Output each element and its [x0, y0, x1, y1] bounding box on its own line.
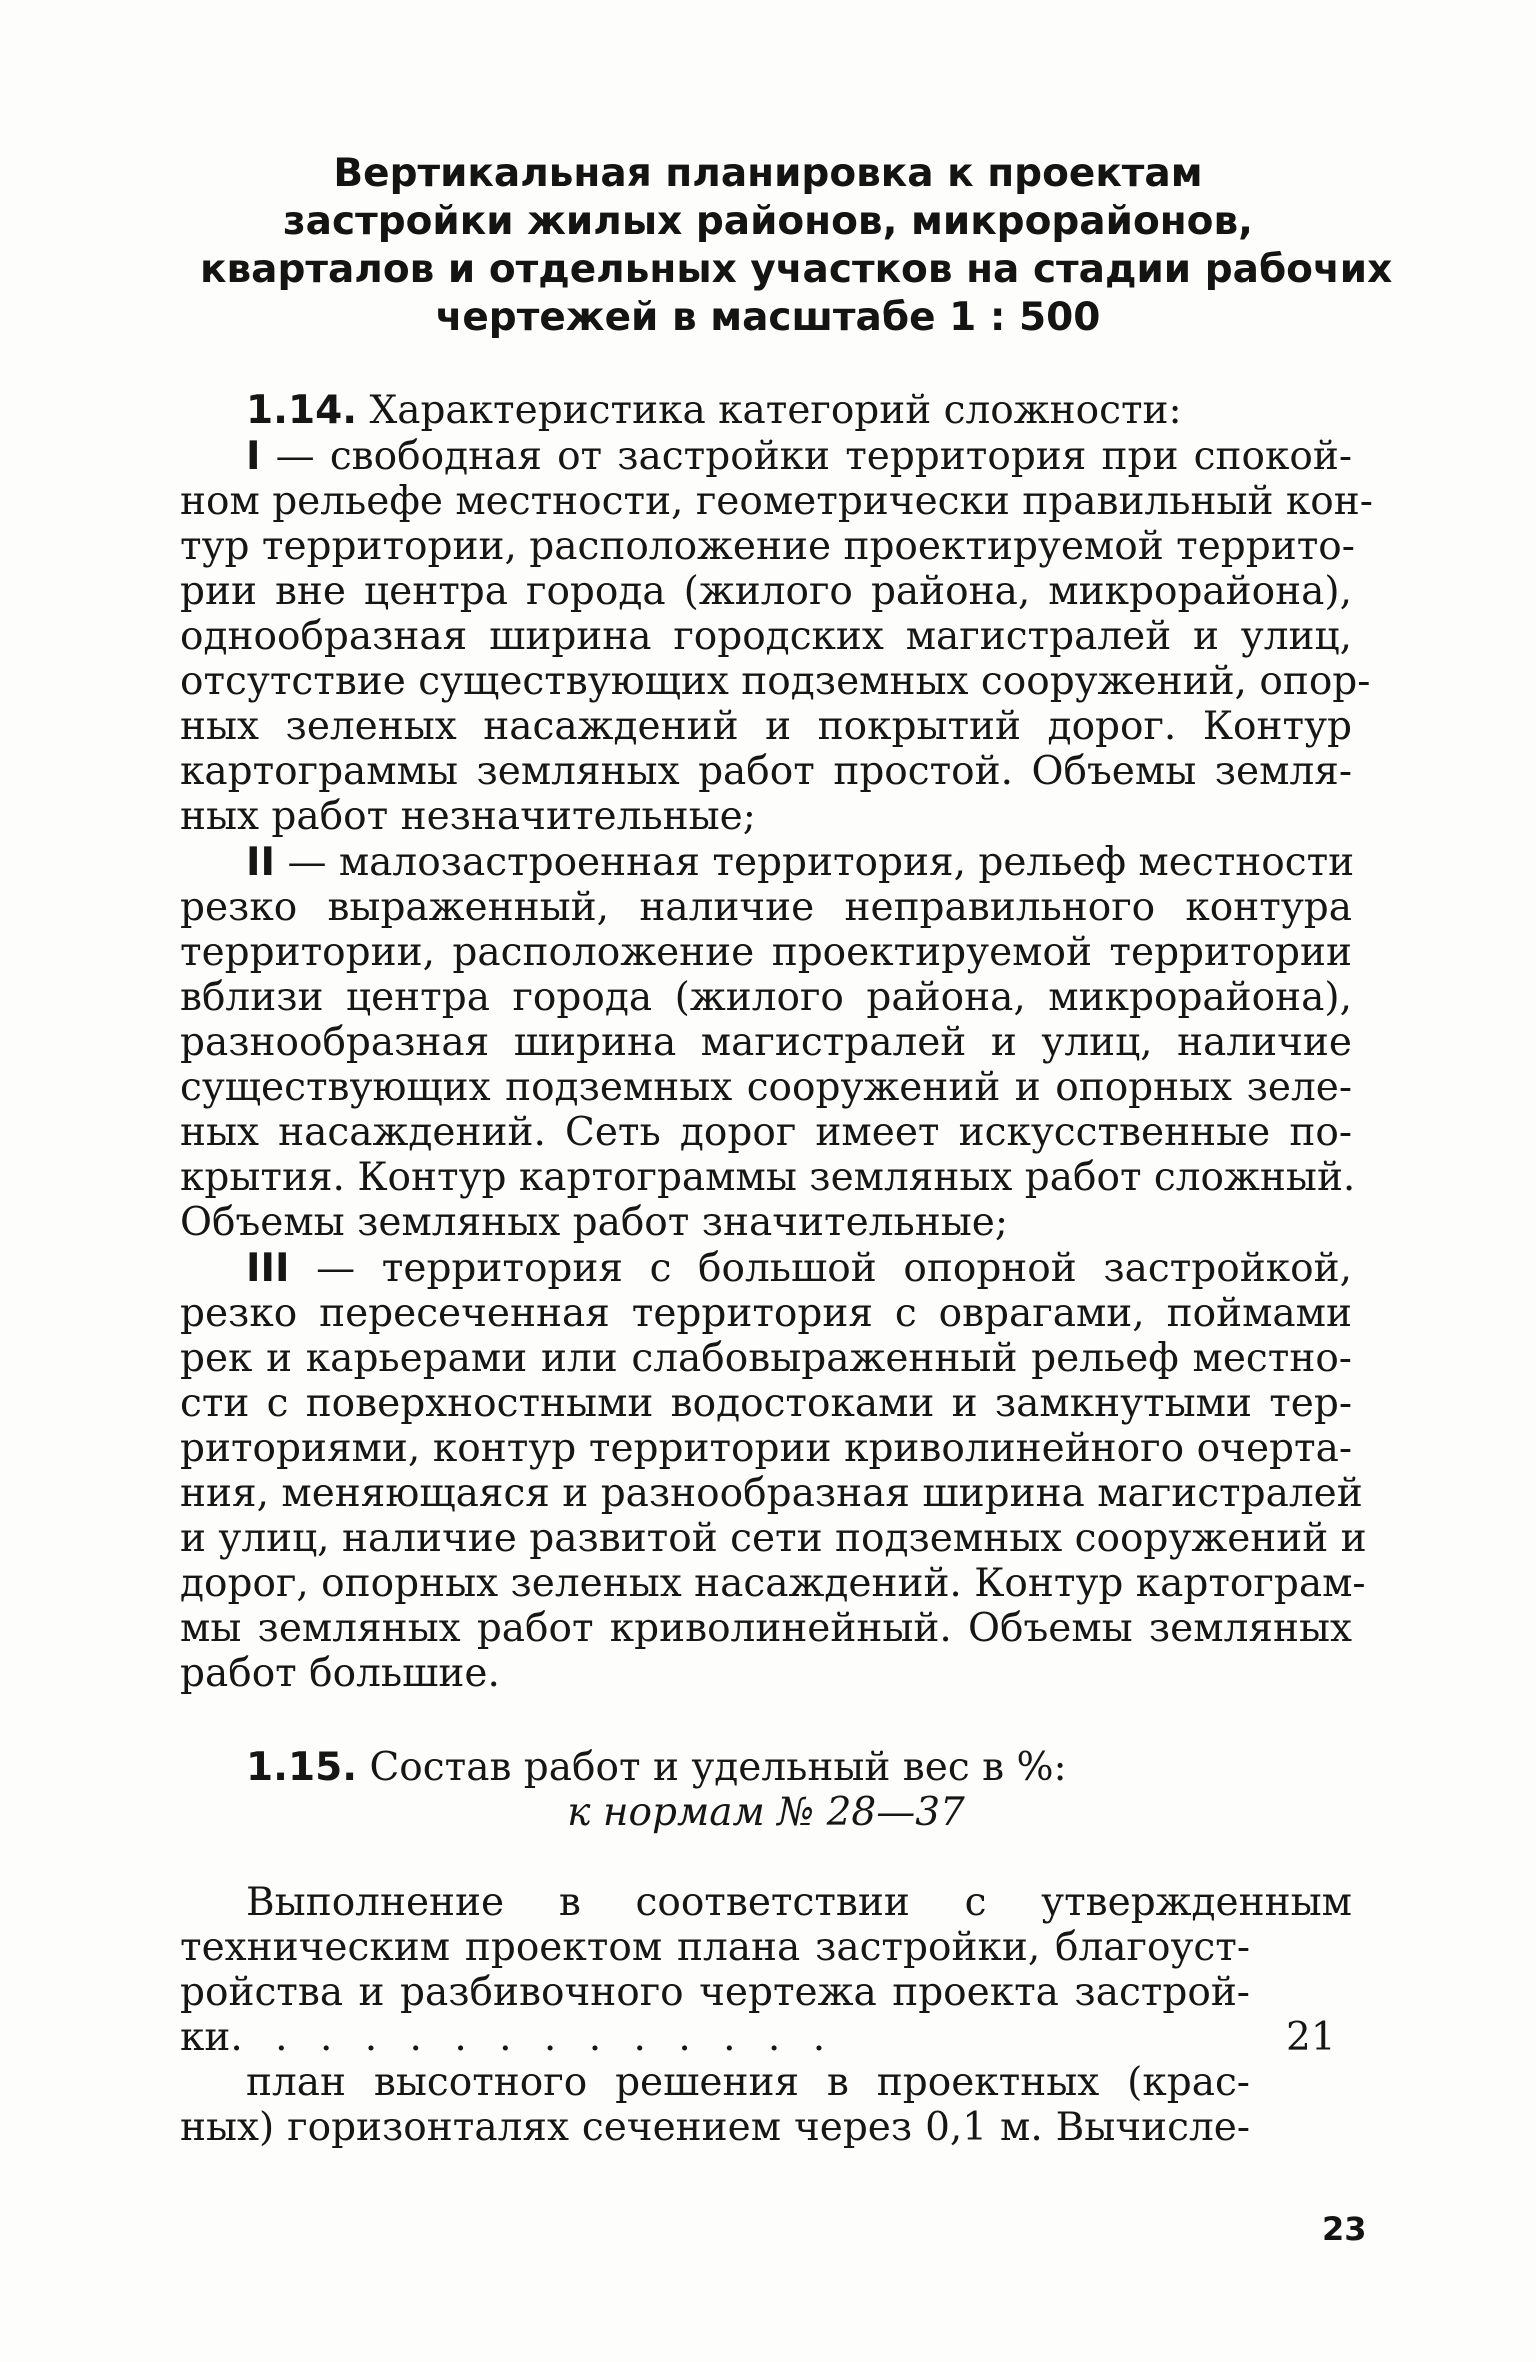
paragraph-line: — территория с большой опорной застройкой,	[316, 1246, 1352, 1291]
paragraph-line: сти с поверхностными водостоками и замкнутыми тер-	[180, 1381, 1352, 1426]
paragraph-line: — малозастроенная территория, рельеф местности	[287, 840, 1355, 885]
paragraph-line: ройства и разбивочного чертежа проекта застрой-	[180, 1970, 1250, 2015]
paragraph-line: крытия. Контур картограммы земляных работ сложный.	[180, 1155, 1356, 1200]
paragraph-line: рии вне центра города (жилого района, микрорайона),	[180, 569, 1352, 614]
section-heading	[246, 388, 1352, 433]
paragraph-line: тур территории, расположение проектируемой террито-	[180, 524, 1355, 569]
category-1-first-line	[246, 434, 1352, 479]
section-number: 1.15.	[246, 1745, 358, 1790]
paragraph-line: резко выраженный, наличие неправильного контура	[180, 885, 1352, 930]
title-line: кварталов и отдельных участков на стадии рабочих	[200, 247, 1393, 292]
page-title	[200, 150, 1393, 342]
paragraph-line: ных насаждений. Сеть дорог имеет искусственные по-	[180, 1110, 1352, 1155]
paragraph-line: план высотного решения в проектных (крас-	[246, 2060, 1250, 2105]
paragraph-line: Выполнение в соответствии с утвержденным	[246, 1880, 1352, 1925]
paragraph-line: ки.	[180, 2015, 243, 2060]
section-subheading: к нормам № 28—37	[567, 1790, 965, 1835]
paragraph-line: риториями, контур территории криволинейного очерта-	[180, 1426, 1352, 1471]
paragraph-line: работ большие.	[180, 1651, 500, 1696]
paragraph-line: и улиц, наличие развитой сети подземных сооружений и	[180, 1516, 1367, 1561]
paragraph-line: ных) горизонталях сечением через 0,1 м. Вычисле-	[180, 2105, 1250, 2150]
paragraph-line: — свободная от застройки территория при спокой-	[275, 434, 1352, 479]
category-label: II	[246, 840, 276, 885]
paragraph-line: мы земляных работ криволинейный. Объемы земляных	[180, 1606, 1352, 1651]
category-label: III	[246, 1246, 290, 1291]
title-line: Вертикальная планировка к проектам	[333, 151, 1203, 196]
category-2-first-line	[246, 840, 1355, 885]
section-heading	[246, 1745, 1352, 1790]
paragraph-line: существующих подземных сооружений и опорных зеле-	[180, 1065, 1352, 1110]
section-heading-text: Характеристика категорий сложности:	[369, 388, 1182, 433]
paragraph-line: техническим проектом плана застройки, благоуст-	[180, 1925, 1250, 1970]
page-number: 23	[1322, 2210, 1367, 2248]
paragraph-line: ных работ незначительные;	[180, 794, 756, 839]
item-percent-value: 21	[1286, 2015, 1336, 2060]
section-heading-text: Состав работ и удельный вес в %:	[369, 1745, 1067, 1790]
paragraph-line: резко пересеченная территория с оврагами, поймами	[180, 1291, 1352, 1336]
paragraph-line: Объемы земляных работ значительные;	[180, 1200, 1008, 1245]
paragraph-line: ном рельефе местности, геометрически правильный кон-	[180, 479, 1373, 524]
paragraph-line: разнообразная ширина магистралей и улиц, наличие	[180, 1020, 1352, 1065]
paragraph-line: ных зеленых насаждений и покрытий дорог. Контур	[180, 704, 1352, 749]
paragraph-line: рек и карьерами или слабовыраженный рельеф местно-	[180, 1336, 1352, 1381]
paragraph-line: картограммы земляных работ простой. Объемы земля-	[180, 749, 1352, 794]
title-line: застройки жилых районов, микрорайонов,	[283, 199, 1253, 244]
paragraph-line: отсутствие существующих подземных сооружений, опор-	[180, 659, 1371, 704]
paragraph-line: дорог, опорных зеленых насаждений. Контур картограм-	[180, 1561, 1366, 1606]
paragraph-line: территории, расположение проектируемой территории	[180, 930, 1352, 975]
title-line: чертежей в масштабе 1 : 500	[435, 295, 1101, 340]
category-3-first-line	[246, 1246, 1352, 1291]
item-last-line	[180, 2015, 1250, 2060]
paragraph-line: вблизи центра города (жилого района, микрорайона),	[180, 975, 1352, 1020]
dot-leader: . . . . . . . . . . . . .	[275, 2015, 836, 2060]
category-label: I	[246, 434, 261, 479]
section-number: 1.14.	[246, 388, 358, 433]
paragraph-line: однообразная ширина городских магистралей и улиц,	[180, 614, 1352, 659]
paragraph-line: ния, меняющаяся и разнообразная ширина магистралей	[180, 1471, 1363, 1516]
